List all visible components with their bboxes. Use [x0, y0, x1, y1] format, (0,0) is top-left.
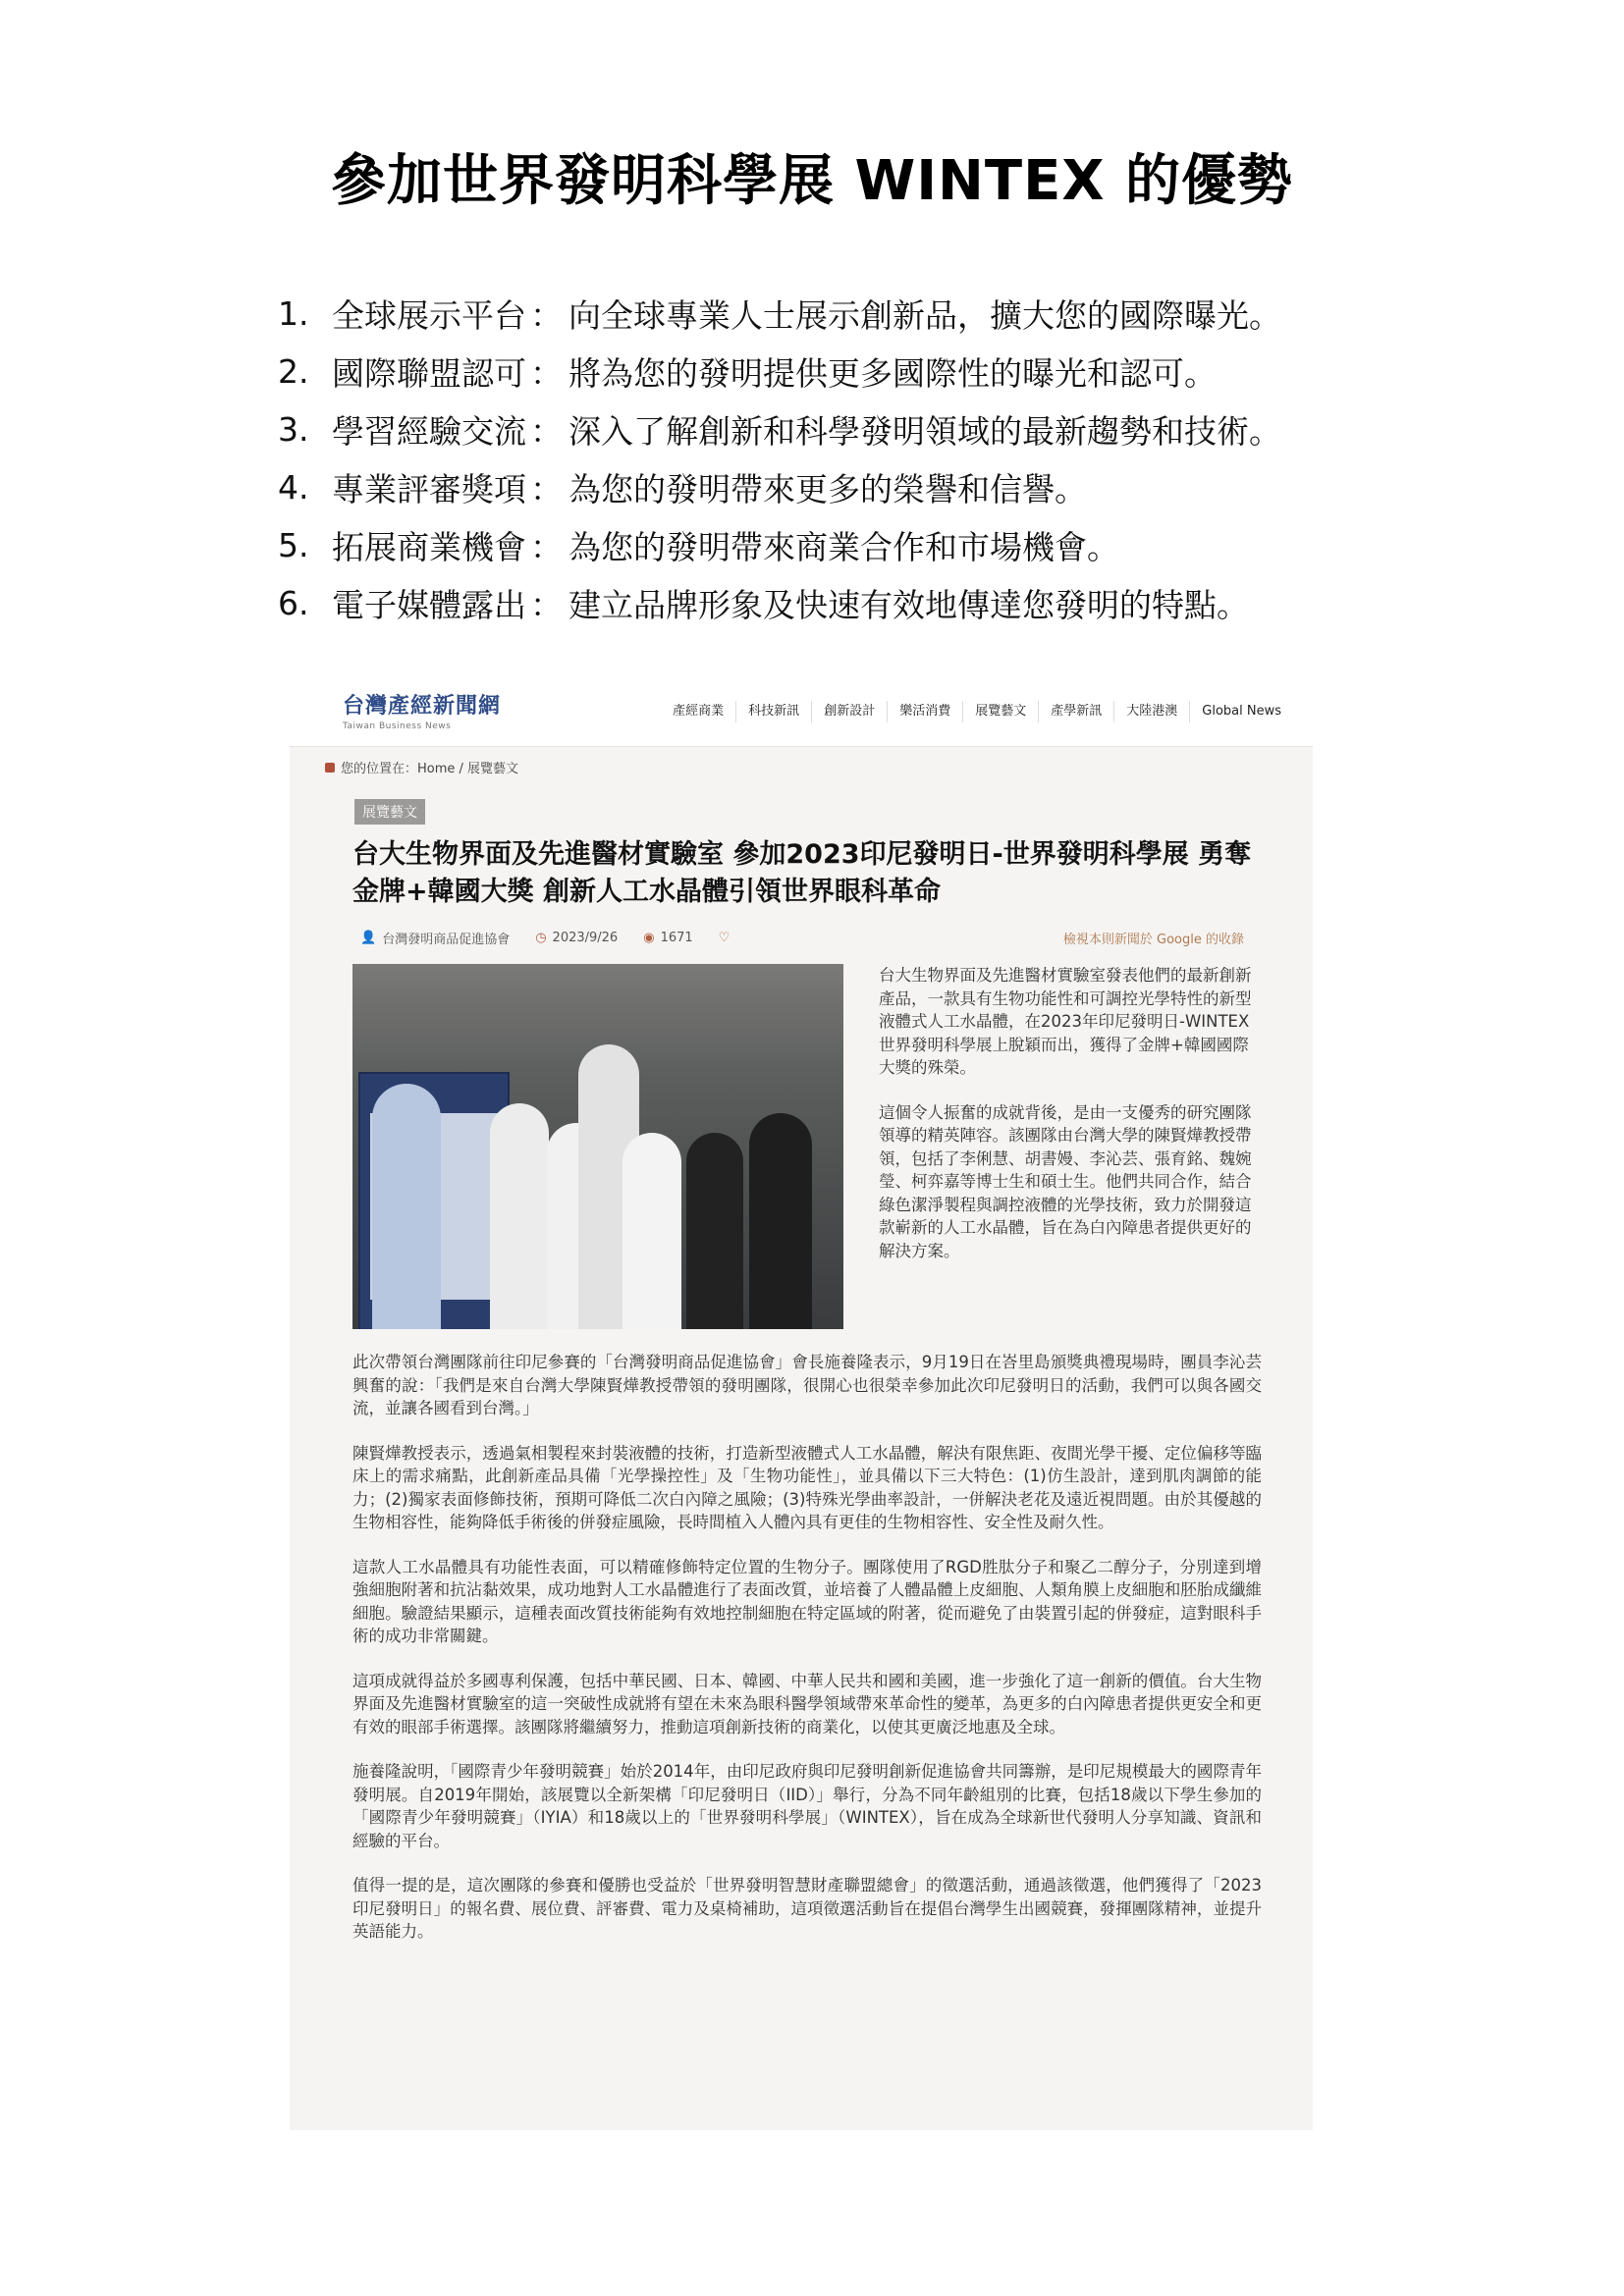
nav-item[interactable]: Global News: [1202, 704, 1281, 719]
site-logo[interactable]: [343, 689, 501, 731]
google-index-link[interactable]: 檢視本則新聞於 Google 的收錄: [1062, 933, 1244, 947]
breadcrumb: [325, 758, 518, 776]
site-header: [290, 677, 1313, 747]
side-paragraph: 台大生物界面及先進醫材實驗室發表他們的最新創新產品，一款具有生物功能性和可調控光學特性的新型液體式人工水晶體，在2023年印尼發明日-WINTEX世界發明科學展上脫穎而出，獲得了金牌+韓國國際大獎的殊榮。: [879, 966, 1252, 1077]
benefit-desc: 建立品牌形象及快速有效地傳達您發明的特點。: [568, 586, 1249, 624]
benefit-number: 1.: [278, 294, 309, 333]
benefit-colon: ：: [530, 296, 563, 335]
views-text: 1671: [660, 931, 693, 945]
like[interactable]: [719, 931, 736, 945]
benefit-item: [278, 516, 1281, 574]
logo-main-text: 台灣產經新聞網: [343, 694, 502, 719]
benefit-desc: 為您的發明帶來更多的榮譽和信譽。: [568, 470, 1087, 508]
benefit-number: 2.: [278, 352, 309, 391]
side-column-text: [879, 964, 1262, 1284]
heart-icon[interactable]: ♡: [718, 931, 731, 945]
category-tag[interactable]: 展覽藝文: [354, 799, 425, 825]
document-title: 參加世界發明科學展 WINTEX 的優勢: [330, 149, 1294, 213]
benefit-desc: 為您的發明帶來商業合作和市場機會。: [568, 528, 1119, 566]
article-title: 台大生物界面及先進醫材實驗室 參加2023印尼發明日-世界發明科學展 勇奪金牌+韓國大獎 創新人工水晶體引領世界眼科革命: [352, 839, 1252, 907]
article-screenshot: [290, 677, 1313, 2130]
nav-item[interactable]: 樂活消費: [888, 701, 963, 722]
body-paragraph: 此次帶領台灣團隊前往印尼參賽的「台灣發明商品促進協會」會長施養隆表示，9月19日在峇里島頒獎典禮現場時，團員李沁芸興奮的說：「我們是來自台灣大學陳賢燁教授帶領的發明團隊，很開心也很榮幸參加此次印尼發明日的活動，我們可以與各國交流，並讓各國看到台灣。」: [352, 1353, 1262, 1417]
benefit-desc: 深入了解創新和科學發明領域的最新趨勢和技術。: [568, 412, 1281, 451]
benefit-term: 學習經驗交流: [332, 412, 526, 451]
benefit-term: 拓展商業機會: [332, 528, 526, 566]
benefit-item: [278, 400, 1281, 458]
benefit-desc: 向全球專業人士展示創新品，擴大您的國際曝光。: [568, 296, 1281, 335]
author-name[interactable]: 台灣發明商品促進協會: [382, 933, 511, 947]
benefit-colon: ：: [530, 586, 563, 624]
home-icon: [325, 763, 335, 773]
nav-item[interactable]: 產經商業: [661, 701, 736, 722]
body-paragraph: 值得一提的是，這次團隊的參賽和優勝也受益於「世界發明智慧財產聯盟總會」的徵選活動，通過該徵選，他們獲得了「2023印尼發明日」的報名費、展位費、評審費、電力及桌椅補助，這項徵選活動旨在提倡台灣學生出國競賽，發揮團隊精神，並提升英語能力。: [352, 1876, 1262, 1941]
nav-item[interactable]: 創新設計: [812, 701, 888, 722]
clock-icon: ◷: [535, 931, 547, 945]
date: [535, 931, 618, 945]
main-nav: [661, 677, 1293, 746]
team-photo: [352, 964, 843, 1329]
benefit-number: 6.: [278, 584, 309, 622]
article-body: [352, 1351, 1262, 1965]
view-count: [643, 931, 692, 945]
benefit-desc: 將為您的發明提供更多國際性的曝光和認可。: [568, 354, 1217, 393]
benefit-colon: ：: [530, 470, 563, 508]
nav-item[interactable]: 產學新訊: [1039, 701, 1114, 722]
benefit-number: 3.: [278, 410, 309, 449]
benefits-list: [278, 285, 1281, 632]
body-paragraph: 這項成就得益於多國專利保護，包括中華民國、日本、韓國、中華人民共和國和美國，進一步強化了這一創新的價值。台大生物界面及先進醫材實驗室的這一突破性成就將有望在未來為眼科醫學領域帶來革命性的變革，為更多的白內障患者提供更安全和更有效的眼部手術選擇。該團隊將繼續努力，推動這項創新技術的商業化，以使其更廣泛地惠及全球。: [352, 1671, 1262, 1736]
logo-sub-text: Taiwan Business News: [343, 721, 452, 731]
benefit-number: 4.: [278, 468, 309, 507]
body-paragraph: 這款人工水晶體具有功能性表面，可以精確修飾特定位置的生物分子。團隊使用了RGD胜肽分子和聚乙二醇分子，分別達到增強細胞附著和抗沾黏效果，成功地對人工水晶體進行了表面改質，並培養了人體晶體上皮細胞、人類角膜上皮細胞和胚胎成纖維細胞。驗證結果顯示，這種表面改質技術能夠有效地控制細胞在特定區域的附著，從而避免了由裝置引起的併發症，這對眼科手術的成功非常關鍵。: [352, 1557, 1262, 1645]
article-meta: [360, 929, 1244, 947]
benefit-item: [278, 574, 1281, 632]
benefit-item: [278, 458, 1281, 516]
benefit-item: [278, 343, 1281, 400]
benefit-colon: ：: [530, 528, 563, 566]
eye-icon: ◉: [643, 931, 655, 945]
nav-item[interactable]: 展覽藝文: [963, 701, 1039, 722]
benefit-colon: ：: [530, 354, 563, 393]
date-text: 2023/9/26: [552, 931, 619, 945]
nav-item[interactable]: 大陸港澳: [1114, 701, 1190, 722]
benefit-term: 全球展示平台: [332, 296, 526, 335]
author: [360, 929, 510, 947]
benefit-term: 國際聯盟認可: [332, 354, 526, 393]
benefit-item: [278, 285, 1281, 343]
side-paragraph: 這個令人振奮的成就背後，是由一支優秀的研究團隊領導的精英陣容。該團隊由台灣大學的陳賢燁教授帶領，包括了李俐慧、胡書嫚、李沁芸、張育銘、魏婉瑩、柯弈嘉等博士生和碩士生。他們共同合作，結合綠色潔淨製程與調控液體的光學技術，致力於開發這款嶄新的人工水晶體，旨在為白內障患者提供更好的解決方案。: [879, 1102, 1252, 1260]
benefit-colon: ：: [530, 412, 563, 451]
user-icon: 👤: [360, 931, 377, 945]
body-paragraph: 施養隆說明，「國際青少年發明競賽」始於2014年，由印尼政府與印尼發明創新促進協會共同籌辦，是印尼規模最大的國際青年發明展。自2019年開始，該展覽以全新架構「印尼發明日（IID）」舉行，分為不同年齡組別的比賽，包括18歲以下學生參加的「國際青少年發明競賽」（IYIA）和18歲以上的「世界發明科學展」（WINTEX），旨在成為全球新世代發明人分享知識、資訊和經驗的平台。: [352, 1762, 1262, 1850]
benefit-number: 5.: [278, 526, 309, 564]
benefit-term: 電子媒體露出: [332, 586, 526, 624]
benefit-term: 專業評審獎項: [332, 470, 526, 508]
body-paragraph: 陳賢燁教授表示，透過氣相製程來封裝液體的技術，打造新型液體式人工水晶體，解決有限焦距、夜間光學干擾、定位偏移等臨床上的需求痛點，此創新產品具備「光學操控性」及「生物功能性」，並具備以下三大特色：(1)仿生設計，達到肌肉調節的能力；(2)獨家表面修飾技術，預期可降低二次白內障之風險；(3)特殊光學曲率設計，一併解決老花及遠近視問題。由於其優越的生物相容性，能夠降低手術後的併發症風險，長時間植入人體內具有更佳的生物相容性、安全性及耐久性。: [352, 1443, 1262, 1531]
breadcrumb-text[interactable]: 您的位置在：Home / 展覽藝文: [341, 762, 519, 776]
nav-item[interactable]: 科技新訊: [736, 701, 812, 722]
